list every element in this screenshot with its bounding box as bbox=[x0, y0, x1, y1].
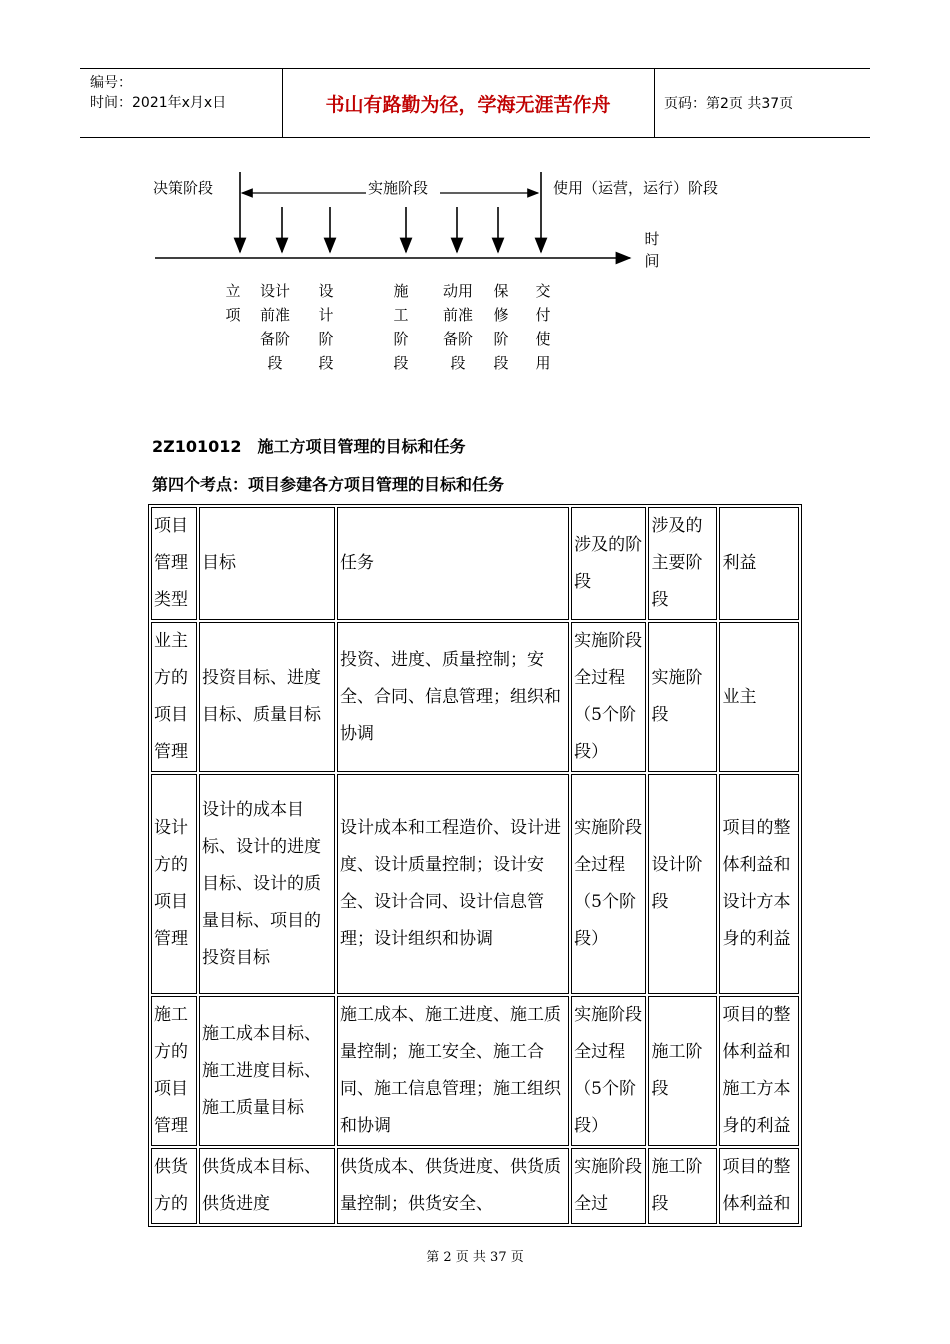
table-header-cell: 项目管理类型 bbox=[151, 507, 197, 620]
page-footer: 第 2 页 共 37 页 bbox=[426, 1250, 524, 1265]
table-cell: 供货方的 bbox=[151, 1148, 197, 1224]
doc-number-label: 编号： bbox=[90, 75, 132, 91]
table-cell: 供货成本、供货进度、供货质量控制；供货安全、 bbox=[337, 1148, 569, 1224]
phase-decision-label: 决策阶段 bbox=[153, 179, 214, 197]
table-cell: 施工阶段 bbox=[648, 1148, 717, 1224]
table-header-cell: 任务 bbox=[337, 507, 569, 620]
table-header-cell: 涉及的阶段 bbox=[571, 507, 646, 620]
stage-label-construction: 施工阶段 bbox=[393, 282, 409, 372]
table-cell: 供货成本目标、供货进度 bbox=[199, 1148, 335, 1224]
table-cell: 实施阶段全过程（5个阶段） bbox=[571, 622, 646, 772]
project-timeline-diagram bbox=[0, 0, 950, 400]
section-title: 2Z101012 施工方项目管理的目标和任务 bbox=[152, 437, 466, 456]
table-cell: 施工成本目标、施工进度目标、施工质量目标 bbox=[199, 996, 335, 1146]
stage-label-initiation: 立项 bbox=[225, 282, 241, 324]
table-cell: 实施阶段全过 bbox=[571, 1148, 646, 1224]
table-row bbox=[151, 622, 799, 772]
table-cell: 施工成本、施工进度、施工质量控制；施工安全、施工合同、施工信息管理；施工组织和协调 bbox=[337, 996, 569, 1146]
phase-implement-label: 实施阶段 bbox=[368, 179, 429, 197]
table-cell: 设计的成本目标、设计的进度目标、设计的质量目标、项目的投资目标 bbox=[199, 774, 335, 994]
time-axis-label: 时间 bbox=[644, 230, 660, 270]
table-cell: 设计成本和工程造价、设计进度、设计质量控制；设计安全、设计合同、设计信息管理；设计组织和协调 bbox=[337, 774, 569, 994]
table-header-cell: 涉及的主要阶段 bbox=[648, 507, 717, 620]
phase-use-label: 使用（运营，运行）阶段 bbox=[553, 179, 719, 197]
table-cell: 项目的整体利益和施工方本身的利益 bbox=[719, 996, 799, 1146]
header-page-info: 页码：第2页 共37页 bbox=[664, 96, 794, 112]
table-header-row bbox=[151, 507, 799, 620]
table-cell: 实施阶段 bbox=[648, 622, 717, 772]
table-cell: 投资、进度、质量控制；安全、合同、信息管理；组织和协调 bbox=[337, 622, 569, 772]
stage-label-pre-operation: 动用前准备阶段 bbox=[442, 282, 473, 372]
stage-label-delivery: 交付使用 bbox=[535, 282, 551, 372]
table-cell: 业主 bbox=[719, 622, 799, 772]
table-cell: 设计方的项目管理 bbox=[151, 774, 197, 994]
section-subtitle: 第四个考点：项目参建各方项目管理的目标和任务 bbox=[152, 475, 505, 494]
stage-label-pre-design: 设计前准备阶段 bbox=[259, 282, 290, 372]
stage-label-warranty: 保修阶段 bbox=[493, 282, 509, 372]
table-cell: 业主方的项目管理 bbox=[151, 622, 197, 772]
stage-label-design: 设计阶段 bbox=[318, 282, 334, 372]
table-cell: 实施阶段全过程（5个阶段） bbox=[571, 774, 646, 994]
table-row bbox=[151, 996, 799, 1146]
table-cell: 项目的整体利益和设计方本身的利益 bbox=[719, 774, 799, 994]
table-cell: 投资目标、进度目标、质量目标 bbox=[199, 622, 335, 772]
table-cell: 施工方的项目管理 bbox=[151, 996, 197, 1146]
table-cell: 施工阶段 bbox=[648, 996, 717, 1146]
table-cell: 设计阶段 bbox=[648, 774, 717, 994]
timeline-lines bbox=[0, 0, 950, 400]
table-row bbox=[151, 774, 799, 994]
table-header-cell: 目标 bbox=[199, 507, 335, 620]
table-cell: 项目的整体利益和 bbox=[719, 1148, 799, 1224]
table-row bbox=[151, 1148, 799, 1224]
header-motto: 书山有路勤为径，学海无涯苦作舟 bbox=[325, 93, 611, 116]
table-cell: 实施阶段全过程（5个阶段） bbox=[571, 996, 646, 1146]
management-objectives-table bbox=[148, 504, 802, 1227]
doc-time-label: 时间：2021年x月x日 bbox=[90, 95, 227, 111]
table-header-cell: 利益 bbox=[719, 507, 799, 620]
